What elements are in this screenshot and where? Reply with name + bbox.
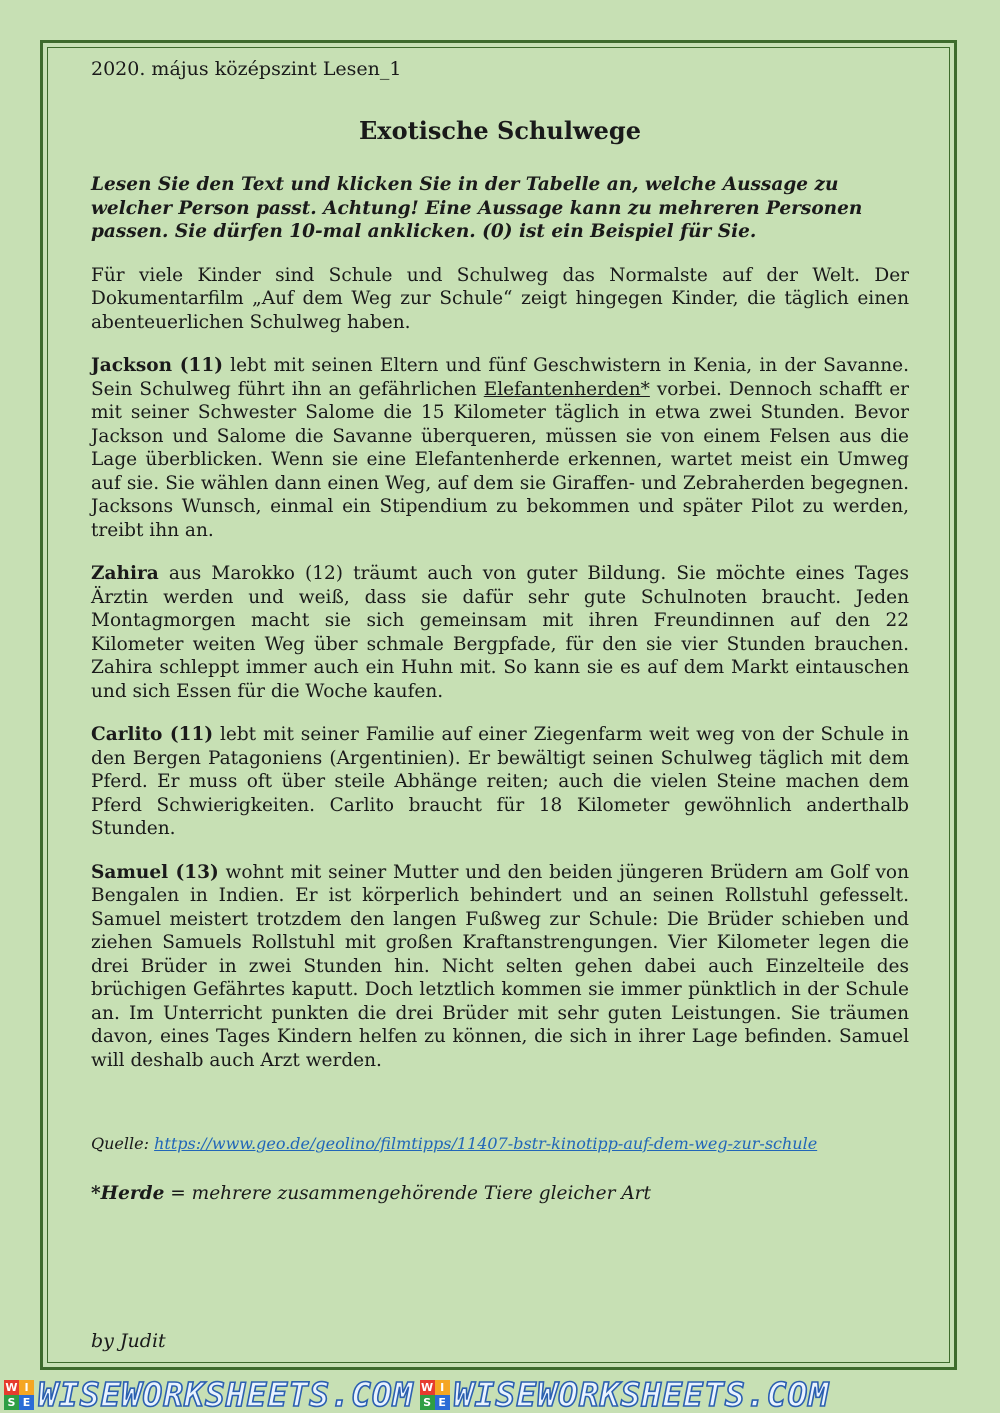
task-instructions: Lesen Sie den Text und klicken Sie in der Tabelle an, welche Aussage zu welcher Person passt. Achtung! Eine Aussage kann zu mehreren Personen passen. Sie dürfen 10-mal anklicken. (0) ist ein Beispiel für Sie. <box>91 174 863 242</box>
footnote-term: *Herde <box>91 1183 165 1204</box>
logo-letter: S <box>4 1395 19 1410</box>
logo-letter: W <box>421 1380 434 1394</box>
footnote <box>91 1183 909 1204</box>
samuel-text: wohnt mit seiner Mutter und den beiden jüngeren Brüdern am Golf von Bengalen in Indien. Er ist körperlich behindert und an seinen Rollstuhl gefesselt. Samuel meistert trotzdem den langen Fußweg zur Schule: Die Brüder schieben und ziehen Samuels Rollstuhl mit großen Kraftanstrengungen. Vier Kilometer legen die drei Brüder in zwei Stunden hin. Nicht selten gehen dabei auch Einzelteile des brüchigen Gefährtes kaputt. Doch letztlich kommen sie immer pünktlich in der Schule an. Im Unterricht punkten die drei Brüder mit sehr guten Leistungen. Sie träumen davon, eines Tages Kindern helfen zu können, die sich in ihrer Lage befinden. Samuel will deshalb auch Arzt werden. <box>91 861 909 1071</box>
banner-text: WISEWORKSHEETS.COM <box>38 1376 414 1413</box>
source-label: Quelle: <box>91 1134 155 1153</box>
source-line <box>91 1134 909 1153</box>
logo-letter: E <box>435 1395 450 1410</box>
samuel-name: Samuel (13) <box>91 861 219 883</box>
footnote-definition: = mehrere zusammengehörende Tiere gleicher Art <box>164 1183 651 1204</box>
jackson-text-1: lebt mit seinen Eltern und fünf Geschwistern in Kenia, in der Savanne. Sein Schulweg führt ihn an gefährlichen <box>91 355 909 400</box>
carlito-text: lebt mit seiner Familie auf einer Ziegenfarm weit weg von der Schule in den Bergen Patagoniens (Argentinien). Er bewältigt seinen Schulweg täglich mit dem Pferd. Er muss oft über steile Abhänge reiten; auch die vielen Steine machen dem Pferd Schwierigkeiten. Carlito braucht für 18 Kilometer gewöhnlich anderthalb Stunden. <box>91 724 909 839</box>
jackson-name: Jackson (11) <box>91 355 224 376</box>
source-link[interactable]: https://www.geo.de/geolino/filmtipps/11407-bstr-kinotipp-auf-dem-weg-zur-schule <box>154 1134 818 1153</box>
banner-unit <box>420 1376 830 1413</box>
carlito-paragraph <box>91 723 909 841</box>
banner-unit <box>4 1376 414 1413</box>
jackson-text-2: vorbei. Dennoch schafft er mit seiner Schwester Salome die 15 Kilometer täglich in etwa zwei Stunden. Bevor Jackson und Salome die Savanne überqueren, müssen sie von einem Felsen aus die Lage überblicken. Wenn sie eine Elefantenherde erkennen, wartet meist ein Umweg auf sie. Sie wählen dann einen Weg, auf dem sie Giraffen- und Zebraherden begegnen. Jacksons Wunsch, einmal ein Stipendium zu bekommen und später Pilot zu werden, treibt ihn an. <box>91 378 909 541</box>
wiseworksheets-logo-icon <box>4 1380 34 1410</box>
zahira-name: Zahira <box>91 563 159 584</box>
zahira-paragraph <box>91 562 909 703</box>
logo-letter: E <box>19 1395 34 1410</box>
banner-text: WISEWORKSHEETS.COM <box>453 1376 830 1413</box>
zahira-text: aus Marokko (12) träumt auch von guter Bildung. Sie möchte eines Tages Ärztin werden und weiß, dass sie dafür sehr gute Schulnoten braucht. Jeden Montagmorgen macht sie sich gemeinsam mit ihren Freundinnen auf den 22 Kilometer weiten Weg über schmale Bergpfade, für den sie vier Stunden brauchen. Zahira schleppt immer auch ein Huhn mit. So kann sie es auf dem Markt eintauschen und sich Essen für die Woche kaufen. <box>91 563 909 702</box>
logo-letter: I <box>19 1380 34 1395</box>
wiseworksheets-logo-icon <box>420 1380 450 1410</box>
jackson-paragraph <box>91 354 909 542</box>
author-byline: by Judit <box>91 1330 166 1352</box>
carlito-name: Carlito (11) <box>91 724 214 745</box>
samuel-paragraph <box>91 861 909 1073</box>
worksheet-content <box>91 58 909 1204</box>
watermark-banner <box>0 1376 1000 1413</box>
logo-letter: W <box>5 1380 18 1394</box>
logo-letter: S <box>420 1395 435 1410</box>
elefantenherden-footnote-ref: Elefantenherden* <box>483 378 650 400</box>
logo-letter: I <box>435 1380 450 1395</box>
page-title: Exotische Schulwege <box>359 116 641 145</box>
exam-header: 2020. május középszint Lesen_1 <box>91 58 402 80</box>
intro-paragraph: Für viele Kinder sind Schule und Schulweg das Normalste auf der Welt. Der Dokumentarfilm „Auf dem Weg zur Schule“ zeigt hingegen Kinder, die täglich einen abenteuerlichen Schulweg haben. <box>91 264 909 333</box>
